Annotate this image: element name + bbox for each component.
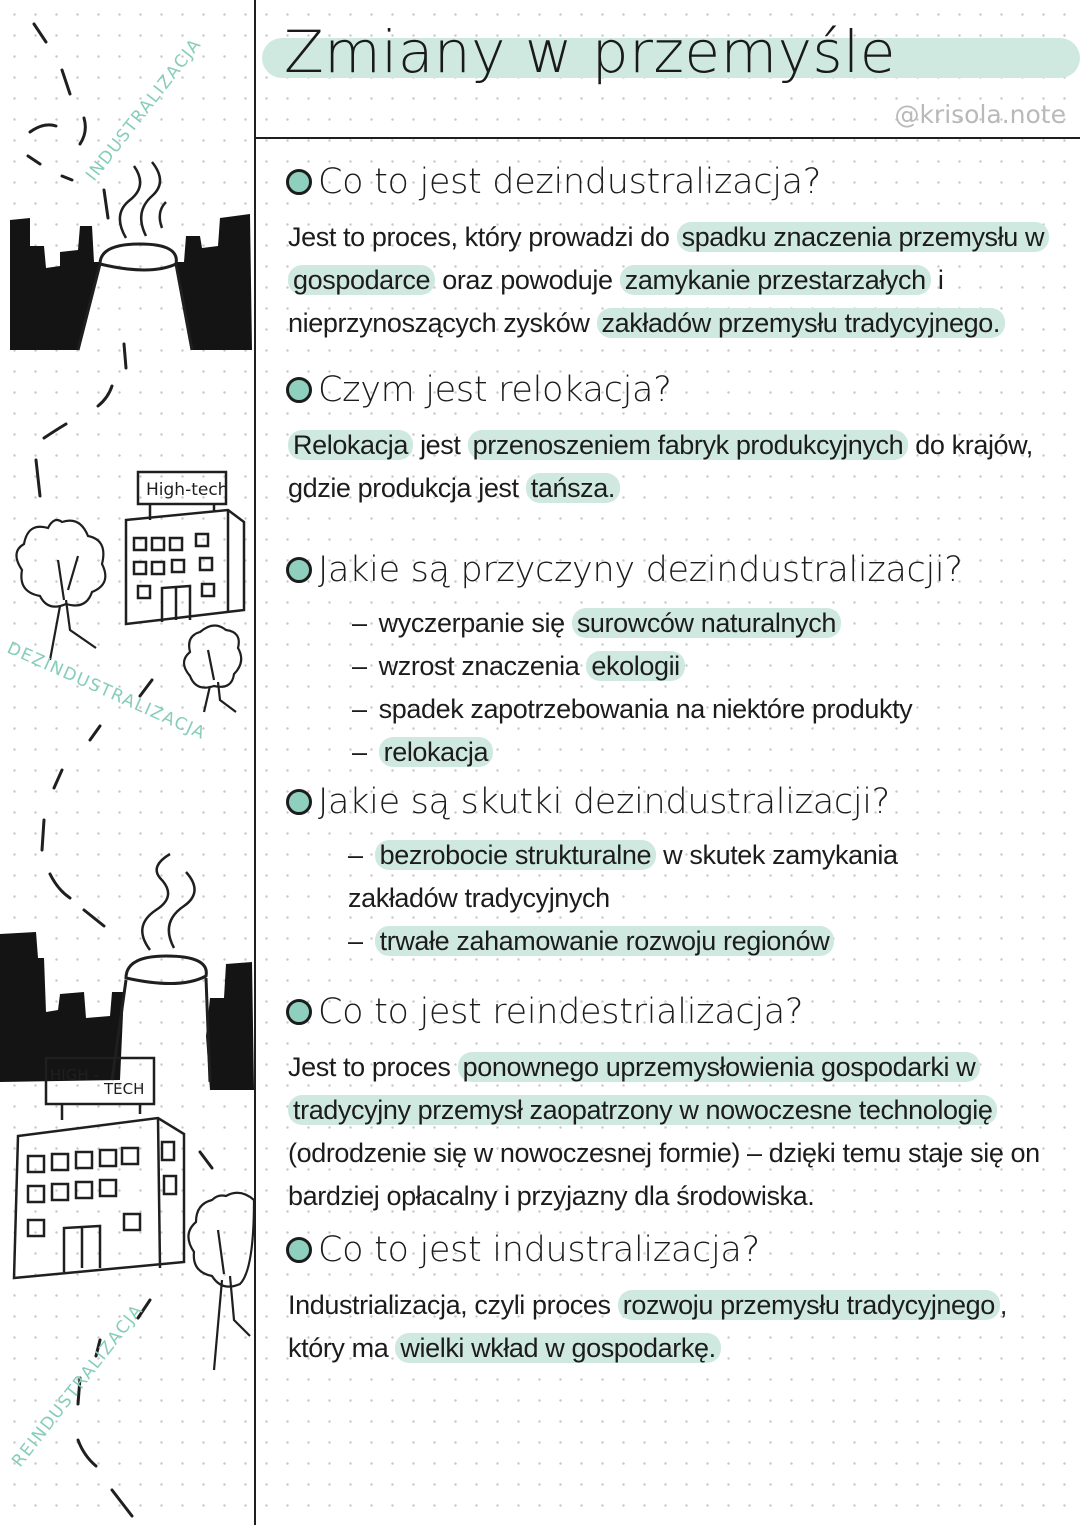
causes-list (352, 602, 1066, 774)
highlighted-phrase: surowców naturalnych (572, 608, 841, 638)
answer-text: jest (412, 430, 468, 460)
answer-text: i nieprzynoszących zysków (288, 265, 944, 338)
section-causes (286, 550, 1066, 774)
answer-text: oraz powoduje (435, 265, 620, 295)
bullet-dot-icon (286, 1237, 312, 1263)
author-handle: @krisola.note (894, 100, 1066, 129)
header-divider (256, 137, 1080, 139)
bullet-dot-icon (286, 377, 312, 403)
list-text: wzrost znaczenia (378, 651, 587, 681)
bullet-dot-icon (286, 169, 312, 195)
label-industrialization: INDUSTRALIZACJA (82, 34, 206, 186)
answer-text: do krajów, gdzie produkcja jest (288, 430, 1033, 503)
tree-right (184, 625, 241, 712)
highlighted-phrase: spadku znaczenia przemysłu w gospodarce (288, 222, 1049, 295)
industrial-skyline-top (10, 162, 252, 350)
question-heading (286, 992, 1066, 1032)
question-text: Jakie są przyczyny dezindustralizacji? (318, 550, 963, 590)
section-effects (286, 782, 1066, 963)
vertical-divider (254, 0, 256, 1525)
effects-list (348, 834, 1066, 963)
question-heading (286, 370, 1066, 410)
section-deindustrialization-definition (286, 162, 1066, 345)
answer-text: Industrializacja, czyli proces (288, 1290, 618, 1320)
highlighted-phrase: ponownego uprzemysłowienia gospodarki w tradycyjny przemysł zaopatrzony w nowoczesne technologię (288, 1052, 997, 1125)
list-text: w skutek zamykania (656, 840, 898, 870)
question-text: Co to jest dezindustralizacja? (318, 162, 822, 202)
bullet-dot-icon (286, 999, 312, 1025)
label-deindustrialization: DEZINDUSTRALIZACJA (3, 638, 209, 745)
tree-large (188, 1193, 254, 1370)
list-text: zakładów tradycyjnych (348, 883, 610, 913)
highlighted-phrase: zamykanie przestarzałych (620, 265, 931, 295)
answer-text: Jest to proces (288, 1052, 458, 1082)
list-text: spadek zapotrzebowania na niektóre produkty (378, 694, 913, 724)
section-relocation (286, 370, 1066, 510)
highlighted-phrase: bezrobocie strukturalne (375, 840, 656, 870)
list-item (352, 688, 1066, 731)
list-item (352, 731, 1066, 774)
question-text: Czym jest relokacja? (318, 370, 672, 410)
answer-text: , który ma (288, 1290, 1008, 1363)
question-heading (286, 1230, 1066, 1270)
answer-paragraph (288, 216, 1066, 345)
answer-paragraph (288, 1046, 1066, 1218)
bullet-dot-icon (286, 557, 312, 583)
highlighted-phrase: Relokacja (288, 430, 413, 460)
highlighted-phrase: przenoszeniem fabryk produkcyjnych (468, 430, 909, 460)
high-tech-building-large (14, 1058, 184, 1278)
industrial-skyline-bottom (0, 854, 254, 1090)
answer-paragraph (288, 1284, 1066, 1370)
section-industrialization (286, 1230, 1066, 1370)
question-heading (286, 162, 1066, 202)
answer-text: (odrodzenie się w nowoczesnej formie) – dzięki temu staje się on bardziej opłacalny i przyjazny dla środowiska. (288, 1138, 1040, 1211)
dashed-road (28, 24, 212, 1516)
list-item (352, 602, 1066, 645)
list-item (348, 920, 1066, 963)
highlighted-phrase: wielki wkład w gospodarkę. (395, 1333, 720, 1363)
highlighted-phrase: ekologii (586, 651, 684, 681)
answer-text: Jest to proces, który prowadzi do (288, 222, 677, 252)
illustration-drawing (0, 0, 256, 1525)
question-heading (286, 782, 1066, 822)
list-text: wyczerpanie się (378, 608, 572, 638)
highlighted-phrase: relokacja (379, 737, 493, 767)
question-text: Co to jest industralizacja? (318, 1230, 760, 1270)
tree-left (16, 520, 105, 660)
highlighted-phrase: zakładów przemysłu tradycyjnego. (597, 308, 1005, 338)
highlighted-phrase: trwałe zahamowanie rozwoju regionów (375, 926, 835, 956)
bullet-dot-icon (286, 789, 312, 815)
sign-text-small: High-tech (146, 480, 229, 500)
answer-paragraph (288, 424, 1066, 510)
question-text: Jakie są skutki dezindustralizacji? (318, 782, 890, 822)
page-title: Zmiany w przemyśle (284, 18, 896, 86)
highlighted-phrase: rozwoju przemysłu tradycyjnego (618, 1290, 1000, 1320)
highlighted-phrase: tańsza. (526, 473, 620, 503)
list-item (352, 645, 1066, 688)
question-text: Co to jest reindestrializacja? (318, 992, 804, 1032)
illustration-column (0, 0, 256, 1525)
list-item-continuation (348, 877, 1066, 920)
sign-text-large-2: TECH (104, 1080, 145, 1098)
sign-text-large-1: HIGH - (50, 1066, 99, 1084)
list-item (348, 834, 1066, 877)
label-reindustrialization: REINDUSTRALIZACJA (8, 1300, 148, 1472)
section-reindustrialization (286, 992, 1066, 1218)
question-heading (286, 550, 1066, 590)
